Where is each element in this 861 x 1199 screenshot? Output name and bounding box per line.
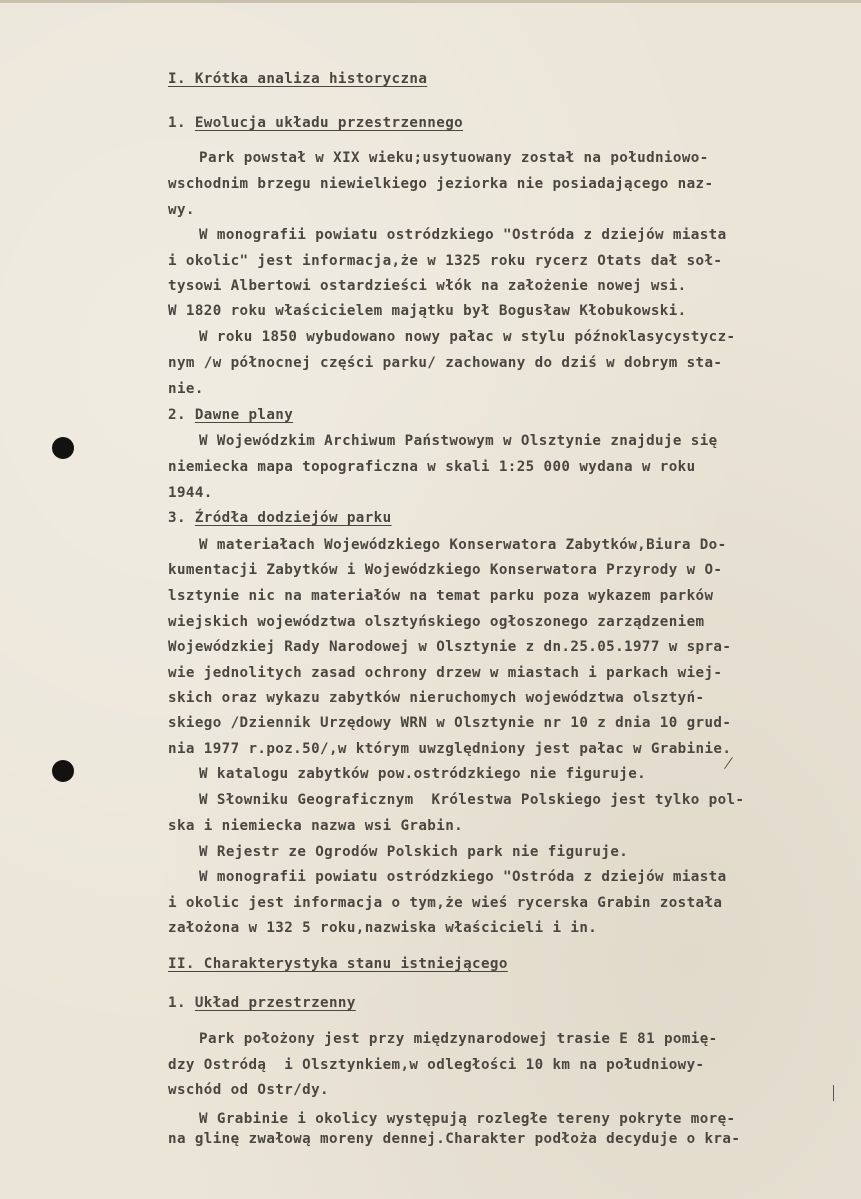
text-line: Wojewódzkiej Rady Narodowej w Olsztynie z dn.25.05.1977 w spra- [168, 639, 732, 655]
subsection-title: Dawne plany [194, 407, 294, 423]
text-line: tysowi Albertowi ostardzieści włók na założenie nowej wsi. [168, 278, 687, 294]
section-heading: II. Charakterystyka stanu istniejącego [168, 956, 508, 972]
text-line: niemiecka mapa topograficzna w skali 1:25 000 wydana w roku [168, 459, 696, 475]
subsection-heading: 1. Ewolucja układu przestrzennego [168, 115, 464, 131]
text-line: skich oraz wykazu zabytków nieruchomych województwa olsztyń- [168, 690, 705, 706]
text-line: wschodnim brzegu niewielkiego jeziorka nie posiadającego naz- [168, 176, 714, 192]
text-line: W 1820 roku właścicielem majątku był Bogusław Kłobukowski. [168, 303, 687, 319]
text-line: W Wojewódzkim Archiwum Państwowym w Olsztynie znajduje się [199, 433, 718, 449]
text-line: W Słowniku Geograficznym Królestwa Polskiego jest tylko pol- [199, 792, 745, 808]
page-edge [0, 0, 861, 3]
subsection-title: Układ przestrzenny [194, 995, 356, 1011]
section-heading: I. Krótka analiza historyczna [168, 71, 428, 87]
text-line: W materiałach Wojewódzkiego Konserwatora Zabytków,Biura Do- [199, 537, 727, 553]
subsection-title: Źródła dodziejów parku [194, 510, 392, 526]
text-line: W monografii powiatu ostródzkiego "Ostróda z dziejów miasta [199, 227, 727, 243]
text-line: W monografii powiatu ostródzkiego "Ostróda z dziejów miasta [199, 869, 727, 885]
text-line: wschód od Ostr/dy. [168, 1082, 329, 1098]
text-line: nia 1977 r.poz.50/,w którym uwzględniony jest pałac w Grabinie. [168, 741, 732, 757]
text-line: i okolic" jest informacja,że w 1325 roku rycerz Otats dał soł- [168, 253, 723, 269]
text-line: Park położony jest przy międzynarodowej trasie E 81 pomię- [199, 1031, 718, 1047]
punch-hole-upper [52, 437, 74, 459]
subsection-heading: 3. Źródła dodziejów parku [168, 510, 392, 526]
subsection-heading: 2. Dawne plany [168, 407, 294, 423]
text-line: W Rejestr ze Ogrodów Polskich park nie figuruje. [199, 844, 629, 860]
text-line: nym /w północnej części parku/ zachowany do dziś w dobrym sta- [168, 355, 723, 371]
text-line: Park powstał w XIX wieku;usytuowany został na południowo- [199, 150, 709, 166]
subsection-title: Ewolucja układu przestrzennego [194, 115, 464, 131]
text-line: nie. [168, 381, 204, 397]
text-line: założona w 132 5 roku,nazwiska właścicieli i in. [168, 920, 598, 936]
text-line: kumentacji Zabytków i Wojewódzkiego Konserwatora Przyrody w O- [168, 562, 723, 578]
subsection-heading: 1. Układ przestrzenny [168, 995, 356, 1011]
text-line: dzy Ostródą i Olsztynkiem,w odległości 10 km na południowy- [168, 1057, 705, 1073]
text-line: i okolic jest informacja o tym,że wieś rycerska Grabin została [168, 895, 723, 911]
text-line: wie jednolitych zasad ochrony drzew w miastach i parkach wiej- [168, 665, 723, 681]
text-line: lsztynie nic na materiałów na temat parku poza wykazem parków [168, 588, 714, 604]
text-line: 1944. [168, 485, 213, 501]
text-line: skiego /Dziennik Urzędowy WRN w Olsztynie nr 10 z dnia 10 grud- [168, 715, 732, 731]
pen-mark [833, 1085, 834, 1101]
text-line: W roku 1850 wybudowano nowy pałac w stylu późnoklasycystycz- [199, 329, 736, 345]
text-line: wy. [168, 202, 195, 218]
text-line: ska i niemiecka nazwa wsi Grabin. [168, 818, 464, 834]
text-line: W katalogu zabytków pow.ostródzkiego nie figuruje. [199, 766, 647, 782]
text-line: wiejskich województwa olsztyńskiego ogłoszonego zarządzeniem [168, 614, 705, 630]
text-line: na glinę zwałową moreny dennej.Charakter podłoża decyduje o kra- [168, 1131, 741, 1147]
punch-hole-lower [52, 760, 74, 782]
text-line: W Grabinie i okolicy występują rozległe tereny pokryte morę- [199, 1111, 736, 1127]
